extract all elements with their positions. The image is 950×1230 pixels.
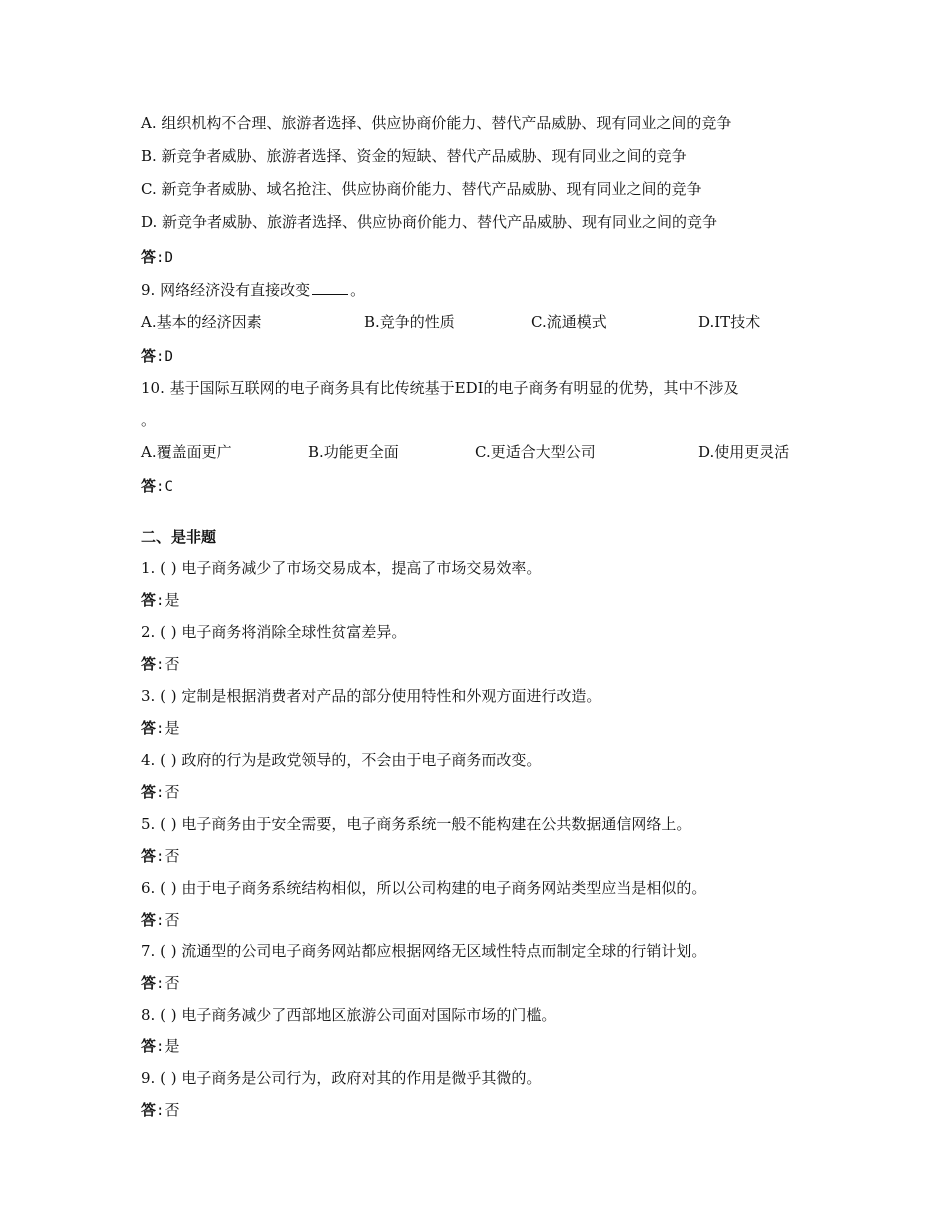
- q10-stem-line2: 。: [141, 411, 157, 429]
- answer-value: 是: [164, 591, 180, 609]
- tf-answer-6: [141, 910, 179, 931]
- answer-separator: :: [156, 657, 165, 673]
- answer-separator: :: [156, 976, 165, 992]
- q10-option-d: D.使用更灵活: [698, 443, 790, 461]
- answer-label: 答: [141, 477, 157, 495]
- answer-separator: :: [156, 479, 165, 495]
- q9-option-c: C.流通模式: [531, 313, 607, 331]
- answer-separator: :: [156, 785, 165, 801]
- q8-answer: [141, 247, 173, 268]
- tf-question-9: 9. ( ) 电子商务是公司行为，政府对其的作用是微乎其微的。: [141, 1069, 542, 1087]
- tf-answer-3: [141, 718, 179, 739]
- q8-option-a: A. 组织机构不合理、旅游者选择、供应协商价能力、替代产品威胁、现有同业之间的竞争: [141, 114, 732, 132]
- answer-value: 否: [164, 974, 180, 992]
- tf-answer-9: [141, 1100, 179, 1121]
- tf-question-1: 1. ( ) 电子商务减少了市场交易成本，提高了市场交易效率。: [141, 559, 542, 577]
- answer-separator: :: [156, 721, 165, 737]
- tf-answer-2: [141, 654, 179, 675]
- answer-value: 是: [164, 719, 180, 737]
- q9-stem-text: 9. 网络经济没有直接改变: [141, 281, 311, 299]
- answer-value: D: [164, 250, 173, 266]
- tf-question-3: 3. ( ) 定制是根据消费者对产品的部分使用特性和外观方面进行改造。: [141, 687, 602, 705]
- q10-answer: [141, 476, 173, 497]
- tf-answer-8: [141, 1036, 179, 1057]
- answer-separator: :: [156, 349, 165, 365]
- answer-label: 答: [141, 783, 157, 801]
- tf-answer-7: [141, 973, 179, 994]
- answer-value: 是: [164, 1037, 180, 1055]
- answer-value: 否: [164, 1101, 180, 1119]
- answer-separator: :: [156, 849, 165, 865]
- q8-option-b: B. 新竞争者威胁、旅游者选择、资金的短缺、替代产品威胁、现有同业之间的竞争: [141, 147, 687, 165]
- q9-blank: [312, 280, 348, 295]
- tf-question-7: 7. ( ) 流通型的公司电子商务网站都应根据网络无区域性特点而制定全球的行销计划。: [141, 942, 707, 960]
- tf-question-5: 5. ( ) 电子商务由于安全需要，电子商务系统一般不能构建在公共数据通信网络上。: [141, 815, 692, 833]
- q9-stem: [141, 280, 365, 300]
- q8-option-c: C. 新竞争者威胁、域名抢注、供应协商价能力、替代产品威胁、现有同业之间的竞争: [141, 180, 702, 198]
- answer-label: 答: [141, 719, 157, 737]
- answer-label: 答: [141, 591, 157, 609]
- q9-answer: [141, 346, 173, 367]
- answer-separator: :: [156, 1103, 165, 1119]
- answer-separator: :: [156, 913, 165, 929]
- answer-label: 答: [141, 911, 157, 929]
- tf-answer-1: [141, 590, 179, 611]
- q10-stem-line1: 10. 基于国际互联网的电子商务具有比传统基于EDI的电子商务有明显的优势，其中不涉及: [141, 379, 739, 397]
- tf-answer-4: [141, 782, 179, 803]
- answer-label: 答: [141, 248, 157, 266]
- q10-option-c: C.更适合大型公司: [475, 443, 596, 461]
- tf-answer-5: [141, 846, 179, 867]
- answer-label: 答: [141, 655, 157, 673]
- answer-value: C: [164, 479, 173, 495]
- answer-value: 否: [164, 783, 180, 801]
- q9-option-d: D.IT技术: [698, 313, 761, 331]
- answer-value: 否: [164, 847, 180, 865]
- answer-label: 答: [141, 974, 157, 992]
- answer-label: 答: [141, 1101, 157, 1119]
- tf-question-4: 4. ( ) 政府的行为是政党领导的，不会由于电子商务而改变。: [141, 751, 542, 769]
- section-title: 二、是非题: [141, 528, 217, 546]
- answer-value: 否: [164, 655, 180, 673]
- answer-separator: :: [156, 593, 165, 609]
- answer-separator: :: [156, 1039, 165, 1055]
- tf-question-2: 2. ( ) 电子商务将消除全球性贫富差异。: [141, 623, 407, 641]
- q9-option-a: A.基本的经济因素: [141, 313, 262, 331]
- q9-stem-end: 。: [350, 281, 366, 299]
- q9-option-b: B.竞争的性质: [364, 313, 455, 331]
- tf-question-8: 8. ( ) 电子商务减少了西部地区旅游公司面对国际市场的门槛。: [141, 1006, 557, 1024]
- answer-value: 否: [164, 911, 180, 929]
- tf-question-6: 6. ( ) 由于电子商务系统结构相似，所以公司构建的电子商务网站类型应当是相似的。: [141, 879, 707, 897]
- answer-label: 答: [141, 1037, 157, 1055]
- q10-option-a: A.覆盖面更广: [141, 443, 232, 461]
- answer-label: 答: [141, 347, 157, 365]
- q8-option-d: D. 新竞争者威胁、旅游者选择、供应协商价能力、替代产品威胁、现有同业之间的竞争: [141, 213, 718, 231]
- answer-value: D: [164, 349, 173, 365]
- answer-label: 答: [141, 847, 157, 865]
- q10-option-b: B.功能更全面: [308, 443, 399, 461]
- answer-separator: :: [156, 250, 165, 266]
